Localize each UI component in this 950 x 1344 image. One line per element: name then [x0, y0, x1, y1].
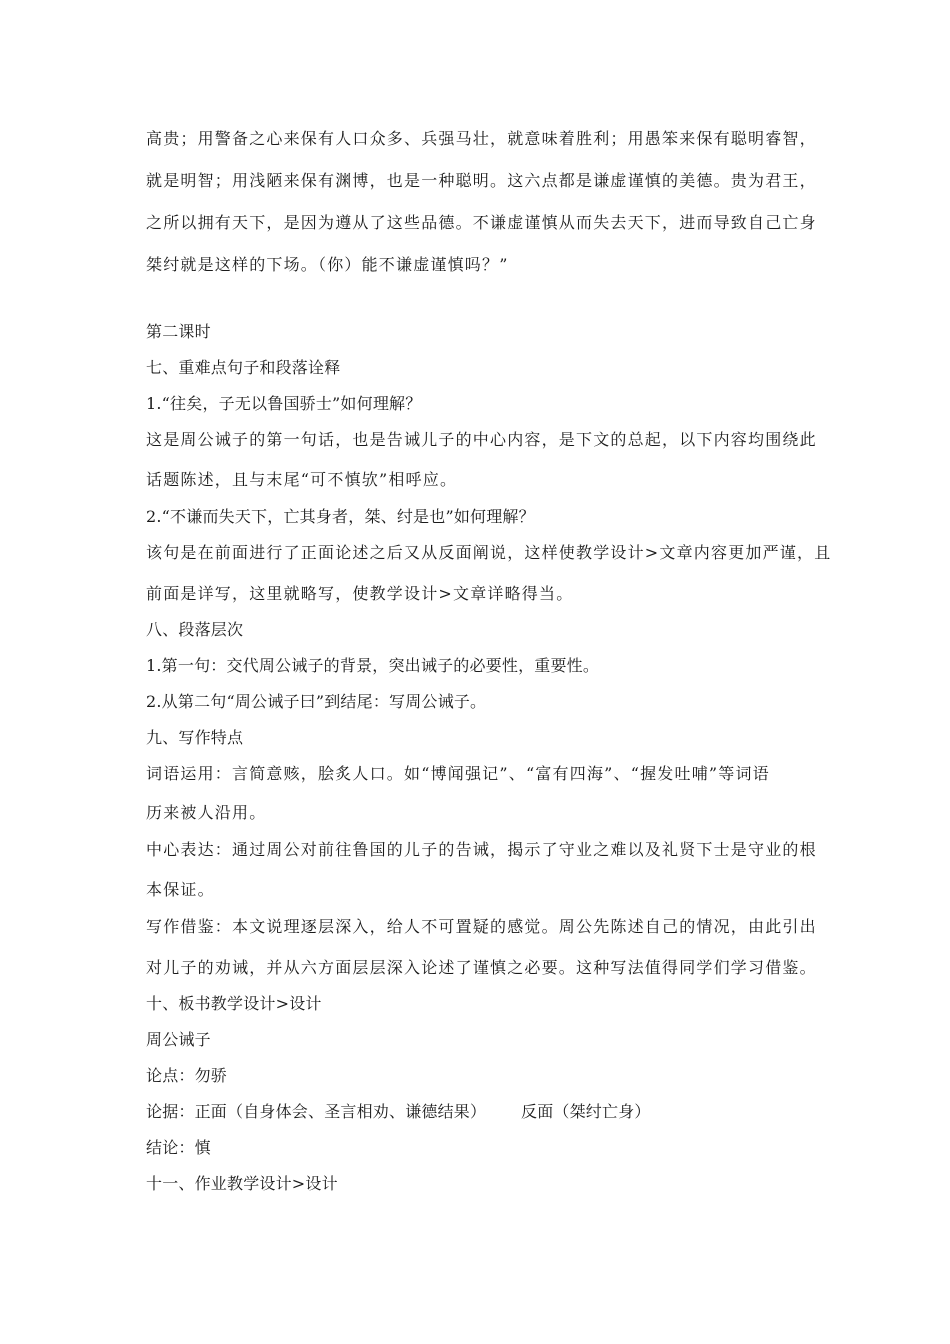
text-line: 之所以拥有天下，是因为遵从了这些品德。不谦虚谨慎从而失去天下，进而导致自己亡身 [146, 213, 817, 232]
text-line: 词语运用：言简意赅，脍炙人口。如“博闻强记”、“富有四海”、“握发吐哺”等词语 [146, 764, 770, 783]
section-heading: 九、写作特点 [146, 728, 244, 747]
blackboard-line: 论据：正面（自身体会、圣言相劝、谦德结果） [146, 1102, 487, 1121]
text-line: 本保证。 [146, 880, 215, 899]
text-line: 就是明智；用浅陋来保有渊博，也是一种聪明。这六点都是谦虚谨慎的美德。贵为君王， [146, 171, 817, 190]
text-line: 话题陈述，且与末尾“可不慎欤”相呼应。 [146, 470, 458, 489]
text-line: 对儿子的劝诫，并从六方面层层深入论述了谨慎之必要。这种写法值得同学们学习借鉴。 [146, 958, 817, 977]
list-item: 2.从第二句“周公诫子曰”到结尾：写周公诫子。 [146, 692, 487, 711]
section-heading: 七、重难点句子和段落诠释 [146, 358, 341, 377]
text-line: 这是周公诫子的第一句话，也是告诫儿子的中心内容，是下文的总起，以下内容均围绕此 [146, 430, 817, 449]
question-line: 1.“往矣，子无以鲁国骄士”如何理解？ [146, 394, 422, 413]
question-line: 2.“不谦而失天下，亡其身者，桀、纣是也”如何理解？ [146, 507, 535, 526]
text-line: 写作借鉴：本文说理逐层深入，给人不可置疑的感觉。周公先陈述自己的情况，由此引出 [146, 917, 817, 936]
text-line: 高贵；用警备之心来保有人口众多、兵强马壮，就意味着胜利；用愚笨来保有聪明睿智， [146, 129, 817, 148]
section-heading: 八、段落层次 [146, 620, 244, 639]
blackboard-line: 论点：勿骄 [146, 1066, 228, 1085]
blackboard-title: 周公诫子 [146, 1030, 211, 1049]
blackboard-line: 反面（桀纣亡身） [521, 1102, 651, 1121]
section-heading: 第二课时 [146, 322, 211, 341]
text-line: 桀纣就是这样的下场。（你）能不谦虚谨慎吗？” [146, 255, 509, 274]
text-line: 前面是详写，这里就略写，使教学设计>文章详略得当。 [146, 584, 574, 603]
text-line: 历来被人沿用。 [146, 803, 267, 822]
list-item: 1.第一句：交代周公诫子的背景，突出诫子的必要性，重要性。 [146, 656, 600, 675]
text-line: 中心表达：通过周公对前往鲁国的儿子的告诫，揭示了守业之难以及礼贤下士是守业的根 [146, 840, 817, 859]
blackboard-line: 结论：慎 [146, 1138, 211, 1157]
section-heading: 十、板书教学设计>设计 [146, 994, 322, 1013]
section-heading: 十一、作业教学设计>设计 [146, 1174, 338, 1193]
text-line: 该句是在前面进行了正面论述之后又从反面阐说，这样使教学设计>文章内容更加严谨，且 [146, 543, 832, 562]
